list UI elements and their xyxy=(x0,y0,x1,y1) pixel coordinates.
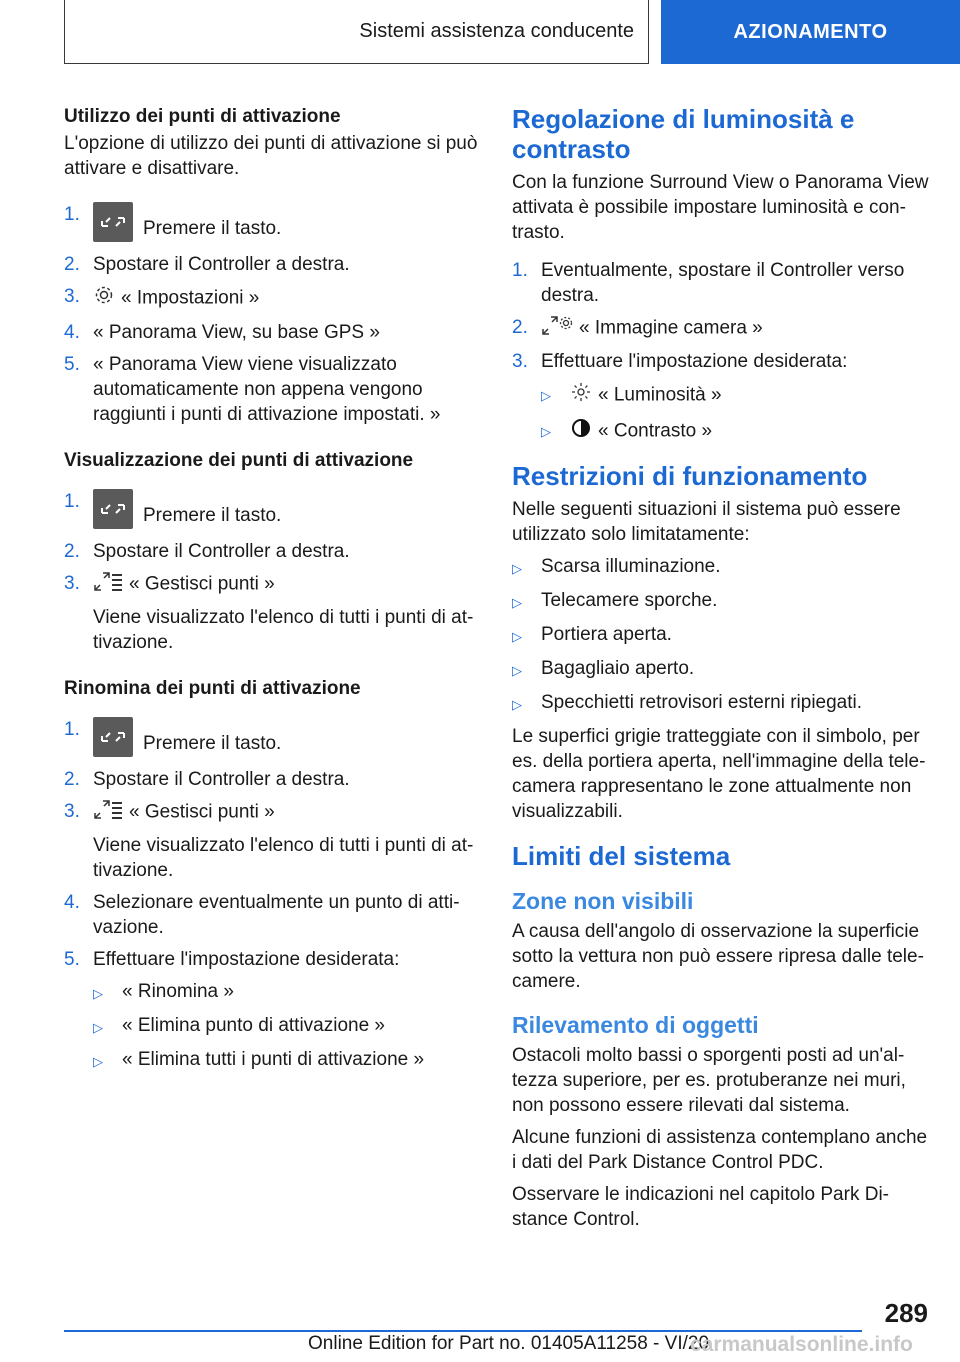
paragraph: Alcune funzioni di assistenza contemplano anche i dati del Park Distance Control PDC. xyxy=(512,1127,928,1173)
bullet-text: « Elimina tutti i punti di attivazione » xyxy=(122,1049,425,1070)
header-section xyxy=(64,0,649,64)
sun-icon xyxy=(570,381,592,410)
bullet-item xyxy=(512,690,932,717)
step-number: 2. xyxy=(64,254,80,275)
list-item xyxy=(512,258,932,308)
heading-rename-points: Rinomina dei punti di attivazione xyxy=(64,678,361,699)
heading-system-limits: Limiti del sistema xyxy=(512,841,731,871)
step-text: « Gestisci punti » xyxy=(129,573,275,595)
left-column xyxy=(64,104,484,1081)
step-text: Premere il tasto. xyxy=(143,218,282,239)
paragraph: Viene visualizzato l'elenco di tutti i punti di attivazione. xyxy=(93,607,474,653)
triangle-bullet-icon: ▷ xyxy=(541,388,551,403)
paragraph: Nelle seguenti situazioni il sistema può essere utilizzato solo limitatamente: xyxy=(512,499,901,545)
heading-blind-zones: Zone non visibili xyxy=(512,888,694,914)
list-item xyxy=(64,890,484,940)
bullet-item xyxy=(512,622,932,649)
paragraph: Con la funzione Surround View o Panorama View attivata è possibile impostare luminosità e contrasto. xyxy=(512,172,929,243)
step-text: Effettuare l'impostazione desiderata: xyxy=(93,949,400,970)
bullet-text: Telecamere sporche. xyxy=(541,590,718,611)
header-chapter-title: AZIONAMENTO xyxy=(733,20,888,43)
list-item xyxy=(64,320,484,345)
paragraph: Ostacoli molto bassi o sporgenti posti ad un'altezza superiore, per es. protuberanze nei muri, non possono essere rilevati dal sistema. xyxy=(512,1045,906,1116)
step-number: 5. xyxy=(64,354,80,375)
list-item xyxy=(64,799,484,826)
step-text: Premere il tasto. xyxy=(143,733,282,754)
step-number: 1. xyxy=(64,491,80,512)
triangle-bullet-icon: ▷ xyxy=(541,424,551,439)
step-text: « Impostazioni » xyxy=(121,287,260,309)
step-text: « Immagine camera » xyxy=(579,317,763,339)
list-item xyxy=(64,284,484,313)
bullet-text: Scarsa illuminazione. xyxy=(541,556,721,577)
bullet-item xyxy=(93,979,484,1006)
step-text: Spostare il Controller a destra. xyxy=(93,769,350,790)
paragraph: L'opzione di utilizzo dei punti di attivazione si può attivare e disattivare. xyxy=(64,133,478,179)
bullet-text: « Elimina punto di attivazione » xyxy=(122,1015,385,1036)
step-list xyxy=(64,202,484,427)
right-column xyxy=(512,104,932,1239)
header-chapter xyxy=(661,0,960,64)
step-number: 1. xyxy=(64,719,80,740)
camera-button-icon xyxy=(93,202,133,242)
step-text: Spostare il Controller a destra. xyxy=(93,541,350,562)
bullet-item xyxy=(93,1013,484,1040)
list-item xyxy=(512,349,932,374)
heading-activation-points: Utilizzo dei punti di attivazione xyxy=(64,106,341,127)
gear-icon xyxy=(93,284,115,313)
camera-settings-icon xyxy=(541,315,573,342)
step-number: 3. xyxy=(64,573,80,594)
triangle-bullet-icon: ▷ xyxy=(512,629,522,644)
list-item xyxy=(64,489,484,529)
bullet-item xyxy=(541,417,932,446)
bullet-text: Portiera aperta. xyxy=(541,624,672,645)
bullet-item xyxy=(541,381,932,410)
triangle-bullet-icon: ▷ xyxy=(512,663,522,678)
step-number: 4. xyxy=(64,892,80,913)
step-text: Effettuare l'impostazione desiderata: xyxy=(541,351,848,372)
paragraph: Osservare le indicazioni nel capitolo Park Distance Control. xyxy=(512,1184,889,1230)
list-item xyxy=(64,202,484,242)
list-item xyxy=(64,571,484,598)
bullet-item xyxy=(512,554,932,581)
step-list xyxy=(512,258,932,446)
manage-points-icon xyxy=(93,799,123,826)
step-text: Spostare il Controller a destra. xyxy=(93,254,350,275)
triangle-bullet-icon: ▷ xyxy=(512,595,522,610)
triangle-bullet-icon: ▷ xyxy=(93,1020,103,1035)
step-number: 4. xyxy=(64,322,80,343)
paragraph: Viene visualizzato l'elenco di tutti i punti di attivazione. xyxy=(93,835,474,881)
step-number: 5. xyxy=(64,949,80,970)
footer-divider xyxy=(64,1330,862,1332)
bullet-text: « Luminosità » xyxy=(598,384,722,406)
list-item xyxy=(64,767,484,792)
step-number: 1. xyxy=(64,204,80,225)
camera-button-icon xyxy=(93,489,133,529)
paragraph: A causa dell'angolo di osservazione la superficie sotto la vettura non può essere ripresa dalle telecamere. xyxy=(512,921,924,992)
triangle-bullet-icon: ▷ xyxy=(512,697,522,712)
triangle-bullet-icon: ▷ xyxy=(93,986,103,1001)
footer-edition: Online Edition for Part no. 01405A11258 - VI/20 xyxy=(308,1333,710,1354)
header-section-title: Sistemi assistenza conducente xyxy=(359,20,634,42)
paragraph: Le superfici grigie tratteggiate con il simbolo, per es. della portiera aperta, nell'immagine della telecamera rappresentano le zone attualmente non visualizzabili. xyxy=(512,726,926,822)
step-text: « Panorama View viene visualizzato automaticamente non appena vengono raggiunti i punti di attivazione impostati. » xyxy=(93,354,441,425)
heading-display-points: Visualizzazione dei punti di attivazione xyxy=(64,450,414,471)
bullet-item xyxy=(93,1047,484,1074)
list-item xyxy=(64,539,484,564)
step-number: 3. xyxy=(512,351,528,372)
step-list xyxy=(64,489,484,655)
watermark: carmanualsonline.info xyxy=(690,1333,913,1356)
heading-restrictions: Restrizioni di funzionamento xyxy=(512,461,868,491)
step-number: 2. xyxy=(512,317,528,338)
list-item xyxy=(64,252,484,277)
page-number: 289 xyxy=(884,1298,928,1328)
step-number: 3. xyxy=(64,801,80,822)
heading-object-detection: Rilevamento di oggetti xyxy=(512,1012,759,1038)
step-text: Selezionare eventualmente un punto di attivazione. xyxy=(93,892,460,938)
step-list xyxy=(64,717,484,1074)
manage-points-icon xyxy=(93,571,123,598)
step-number: 2. xyxy=(64,541,80,562)
step-text: Premere il tasto. xyxy=(143,505,282,526)
list-item xyxy=(64,352,484,427)
camera-button-icon xyxy=(93,717,133,757)
bullet-text: « Contrasto » xyxy=(598,420,713,442)
step-number: 2. xyxy=(64,769,80,790)
bullet-item xyxy=(512,588,932,615)
bullet-text: Specchietti retrovisori esterni ripiegati. xyxy=(541,692,863,713)
list-item xyxy=(64,717,484,757)
bullet-text: Bagagliaio aperto. xyxy=(541,658,695,679)
step-number: 3. xyxy=(64,286,80,307)
contrast-icon xyxy=(570,417,592,446)
step-text: « Panorama View, su base GPS » xyxy=(93,322,380,343)
heading-brightness-contrast: Regolazione di luminosità e contrasto xyxy=(512,104,855,164)
list-item xyxy=(512,315,932,342)
list-item xyxy=(64,947,484,972)
bullet-text: « Rinomina » xyxy=(122,981,234,1002)
step-text: Eventualmente, spostare il Controller verso destra. xyxy=(541,260,905,306)
triangle-bullet-icon: ▷ xyxy=(512,561,522,576)
step-number: 1. xyxy=(512,260,528,281)
bullet-item xyxy=(512,656,932,683)
triangle-bullet-icon: ▷ xyxy=(93,1054,103,1069)
step-text: « Gestisci punti » xyxy=(129,801,275,823)
